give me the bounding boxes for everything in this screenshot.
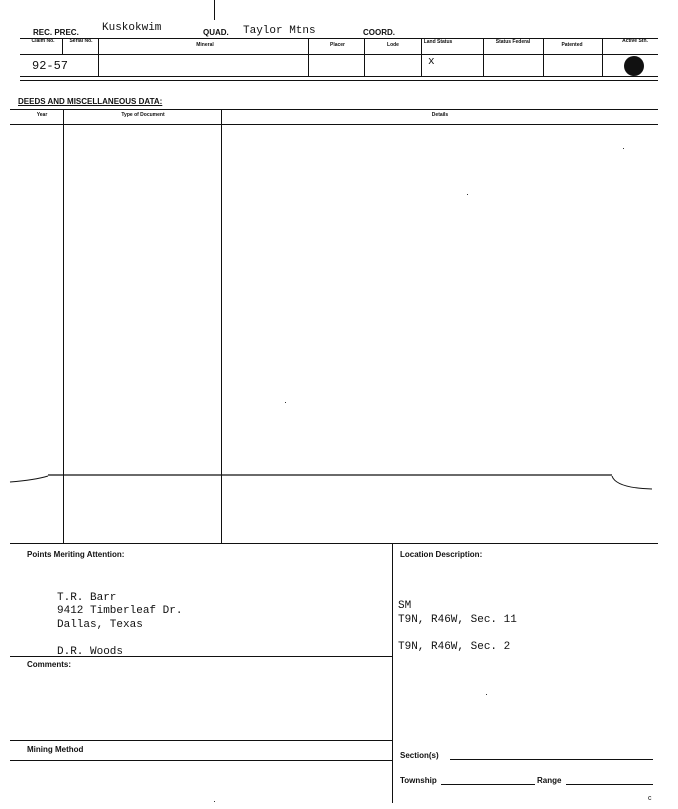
corner-mark: c bbox=[648, 795, 652, 802]
col-lode: Lode bbox=[387, 42, 399, 48]
township-label: Township bbox=[400, 776, 437, 785]
table-divider bbox=[364, 38, 365, 76]
mining-method-label: Mining Method bbox=[27, 745, 84, 754]
owner-name: T.R. Barr bbox=[57, 592, 117, 604]
col-type-of-document: Type of Document bbox=[121, 112, 165, 118]
comments-label: Comments: bbox=[27, 660, 72, 669]
table-divider bbox=[483, 38, 484, 76]
col-active-stn: Active Stn. bbox=[622, 38, 648, 44]
header-rule bbox=[20, 38, 658, 39]
scan-speck bbox=[467, 194, 468, 195]
points-meriting-attention-label: Points Meriting Attention: bbox=[27, 550, 125, 559]
deeds-bottom-rule bbox=[10, 543, 658, 544]
rec-prec-value: Kuskokwim bbox=[102, 22, 162, 34]
col-placer: Placer bbox=[329, 42, 345, 48]
mining-method-rule bbox=[10, 760, 392, 761]
coord-label: COORD. bbox=[363, 28, 395, 37]
scan-speck bbox=[623, 148, 624, 149]
sections-label: Section(s) bbox=[400, 751, 439, 760]
table-divider bbox=[308, 38, 309, 76]
table-bottom-rule bbox=[20, 80, 658, 81]
top-tick bbox=[214, 0, 215, 20]
table-header-rule bbox=[20, 54, 658, 55]
deeds-top-rule bbox=[10, 109, 658, 110]
deeds-section-title: DEEDS AND MISCELLANEOUS DATA: bbox=[18, 97, 163, 106]
claim-number: 92-57 bbox=[32, 59, 69, 73]
col-serial-no: Serial No. bbox=[69, 38, 93, 44]
deeds-header-rule bbox=[10, 124, 658, 125]
col-claim-no: Claim No. bbox=[31, 38, 55, 44]
points-bottom-rule bbox=[10, 656, 392, 657]
location-description-label: Location Description: bbox=[400, 550, 483, 559]
col-status-federal: Status Federal bbox=[495, 39, 531, 45]
owner-city: Dallas, Texas bbox=[57, 619, 143, 631]
table-divider bbox=[62, 38, 63, 54]
land-state-mark: x bbox=[428, 56, 435, 68]
table-divider bbox=[98, 38, 99, 76]
col-details: Details bbox=[431, 112, 449, 118]
quad-value: Taylor Mtns bbox=[243, 25, 316, 37]
sections-field-line bbox=[450, 759, 653, 760]
table-row-rule bbox=[20, 76, 658, 77]
col-land-status: Land Status bbox=[423, 39, 453, 45]
col-mineral: Mineral bbox=[196, 42, 214, 48]
rec-prec-label: REC. PREC. bbox=[33, 28, 79, 37]
quad-label: QUAD. bbox=[203, 28, 229, 37]
location-line-2: T9N, R46W, Sec. 2 bbox=[398, 641, 511, 653]
fold-line bbox=[0, 460, 678, 500]
scan-speck bbox=[486, 694, 487, 695]
owner-street: 9412 Timberleaf Dr. bbox=[57, 605, 183, 617]
comments-bottom-rule bbox=[10, 740, 392, 741]
range-field-line bbox=[566, 784, 653, 785]
township-field-line bbox=[441, 784, 535, 785]
table-divider bbox=[602, 38, 603, 76]
location-line-1: T9N, R46W, Sec. 11 bbox=[398, 614, 517, 626]
meridian: SM bbox=[398, 600, 412, 612]
active-marker-dot bbox=[624, 56, 644, 76]
range-label: Range bbox=[537, 776, 562, 785]
col-patented: Patented bbox=[561, 42, 583, 48]
table-divider bbox=[543, 38, 544, 76]
table-divider bbox=[421, 38, 422, 76]
bottom-section-divider bbox=[392, 543, 393, 803]
second-owner: D.R. Woods bbox=[57, 646, 124, 658]
scan-speck bbox=[285, 402, 286, 403]
col-year: Year bbox=[36, 112, 48, 118]
scan-speck bbox=[214, 801, 215, 802]
